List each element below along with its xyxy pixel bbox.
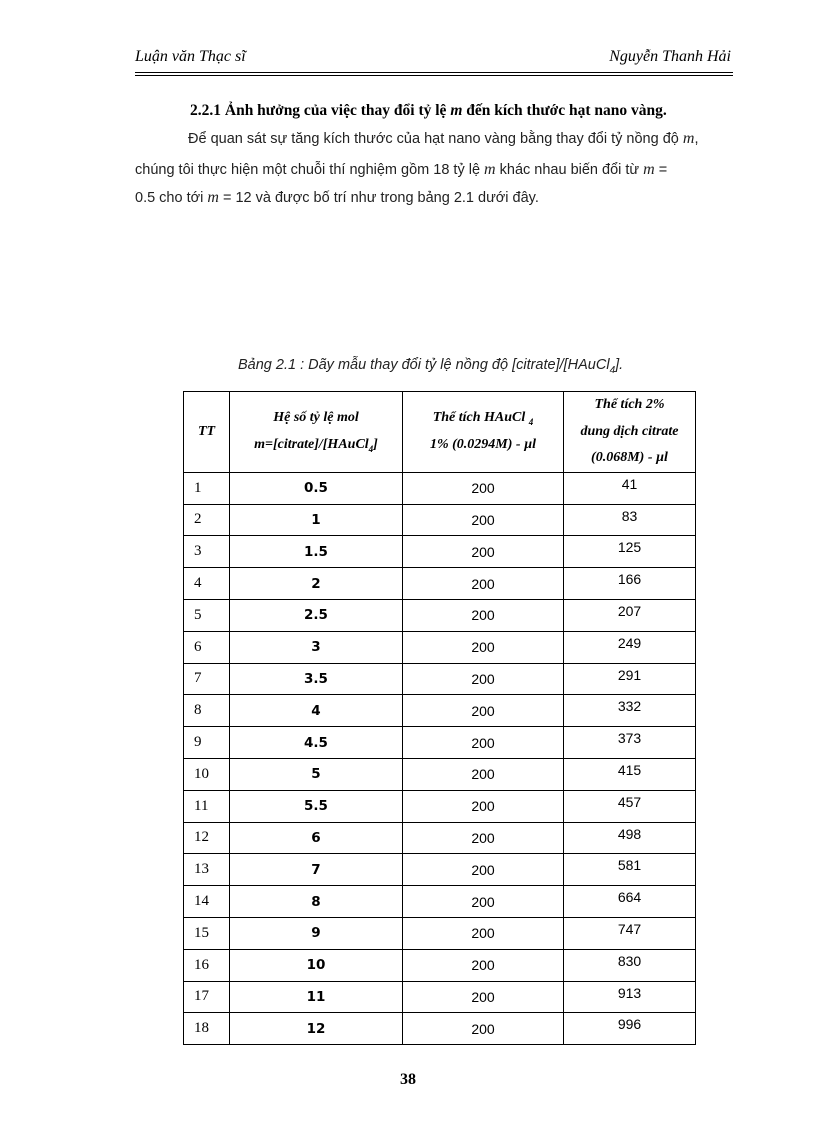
cell-haucl-volume: 200: [403, 727, 564, 759]
cell-ratio: 2: [230, 568, 403, 600]
header-ratio-line1: Hệ số tỷ lệ mol: [273, 410, 359, 426]
table-row: [184, 886, 696, 918]
paragraph-variable: m: [484, 161, 496, 178]
table-row: [184, 917, 696, 949]
table-caption: [238, 357, 623, 376]
cell-ratio: 10: [230, 949, 403, 981]
header-ratio-sub: 4: [368, 443, 374, 454]
table-row: [184, 758, 696, 790]
cell-haucl-volume: 200: [403, 695, 564, 727]
cell-tt: 1: [184, 472, 230, 504]
cell-ratio: 4.5: [230, 727, 403, 759]
table-row: [184, 981, 696, 1013]
cell-ratio: 5: [230, 758, 403, 790]
header-citrate: [564, 392, 696, 473]
cell-ratio: 8: [230, 886, 403, 918]
table-row: [184, 822, 696, 854]
cell-tt: 4: [184, 568, 230, 600]
cell-ratio: 3.5: [230, 663, 403, 695]
section-heading-variable: m: [450, 102, 463, 119]
cell-citrate-volume: 249: [564, 631, 696, 663]
cell-tt: 3: [184, 536, 230, 568]
cell-citrate-volume: 581: [564, 854, 696, 886]
table-row: [184, 536, 696, 568]
cell-tt: 12: [184, 822, 230, 854]
table-row: [184, 695, 696, 727]
table-row: [184, 790, 696, 822]
cell-haucl-volume: 200: [403, 472, 564, 504]
header-citrate-line2: dung dịch citrate: [580, 423, 679, 439]
cell-ratio: 4: [230, 695, 403, 727]
table-row: [184, 1013, 696, 1045]
header-ratio-line2: m=[citrate]/[HAuCl: [254, 436, 369, 452]
cell-haucl-volume: 200: [403, 536, 564, 568]
cell-citrate-volume: 125: [564, 536, 696, 568]
header-citrate-line3: (0.068M) - µl: [591, 450, 668, 466]
cell-haucl-volume: 200: [403, 917, 564, 949]
cell-ratio: 2.5: [230, 599, 403, 631]
table-row: [184, 949, 696, 981]
cell-citrate-volume: 996: [564, 1013, 696, 1045]
header-divider-second: [135, 75, 733, 76]
header-thesis-title: Luận văn Thạc sĩ: [135, 48, 246, 65]
cell-tt: 11: [184, 790, 230, 822]
table-row: [184, 631, 696, 663]
table-row: [184, 854, 696, 886]
cell-citrate-volume: 291: [564, 663, 696, 695]
cell-citrate-volume: 747: [564, 917, 696, 949]
table-header-row: [184, 392, 696, 473]
cell-haucl-volume: 200: [403, 981, 564, 1013]
caption-text-end: ].: [615, 357, 624, 373]
cell-tt: 10: [184, 758, 230, 790]
cell-tt: 18: [184, 1013, 230, 1045]
cell-ratio: 0.5: [230, 472, 403, 504]
paragraph-text: = 12 và được bố trí như trong bảng 2.1 dưới đây.: [218, 190, 539, 206]
paragraph-text: Để quan sát sự tăng kích thước của hạt nano vàng bằng thay đổi tỷ nồng độ: [188, 131, 683, 147]
cell-tt: 7: [184, 663, 230, 695]
paragraph-text: =: [654, 162, 668, 178]
cell-citrate-volume: 830: [564, 949, 696, 981]
cell-haucl-volume: 200: [403, 1013, 564, 1045]
paragraph-text: khác nhau biến đổi từ: [495, 162, 644, 178]
cell-haucl-volume: 200: [403, 631, 564, 663]
paragraph-text: ,: [694, 131, 699, 147]
cell-ratio: 9: [230, 917, 403, 949]
cell-tt: 5: [184, 599, 230, 631]
paragraph-line-3: [135, 189, 735, 207]
cell-tt: 17: [184, 981, 230, 1013]
cell-ratio: 5.5: [230, 790, 403, 822]
table-row: [184, 568, 696, 600]
cell-haucl-volume: 200: [403, 949, 564, 981]
cell-tt: 15: [184, 917, 230, 949]
cell-haucl-volume: 200: [403, 790, 564, 822]
cell-tt: 2: [184, 504, 230, 536]
caption-subscript: 4: [609, 364, 616, 376]
table-row: [184, 727, 696, 759]
cell-tt: 9: [184, 727, 230, 759]
paragraph-variable: m: [682, 130, 695, 147]
header-ratio-end: ]: [373, 436, 378, 452]
cell-citrate-volume: 332: [564, 695, 696, 727]
cell-haucl-volume: 200: [403, 599, 564, 631]
cell-haucl-volume: 200: [403, 504, 564, 536]
cell-haucl-volume: 200: [403, 568, 564, 600]
cell-citrate-volume: 373: [564, 727, 696, 759]
cell-tt: 16: [184, 949, 230, 981]
table-row: [184, 663, 696, 695]
page-number: 38: [400, 1071, 416, 1088]
header-divider: [135, 72, 733, 73]
cell-haucl-volume: 200: [403, 822, 564, 854]
paragraph-line-1: [188, 130, 788, 148]
cell-citrate-volume: 83: [564, 504, 696, 536]
cell-citrate-volume: 664: [564, 886, 696, 918]
table-row: [184, 504, 696, 536]
sample-table: [183, 391, 696, 1045]
paragraph-variable: m: [643, 161, 655, 178]
cell-ratio: 11: [230, 981, 403, 1013]
cell-citrate-volume: 41: [564, 472, 696, 504]
paragraph-text: 0.5 cho tới: [135, 190, 208, 206]
cell-citrate-volume: 498: [564, 822, 696, 854]
cell-haucl-volume: 200: [403, 663, 564, 695]
cell-citrate-volume: 913: [564, 981, 696, 1013]
cell-ratio: 6: [230, 822, 403, 854]
paragraph-variable: m: [207, 189, 219, 206]
cell-ratio: 12: [230, 1013, 403, 1045]
header-author: Nguyễn Thanh Hải: [609, 48, 731, 65]
cell-citrate-volume: 207: [564, 599, 696, 631]
section-heading: [190, 102, 667, 120]
cell-citrate-volume: 457: [564, 790, 696, 822]
cell-tt: 14: [184, 886, 230, 918]
table-row: [184, 472, 696, 504]
header-tt: TT: [184, 392, 230, 473]
header-citrate-line1: Thể tích 2%: [594, 397, 665, 412]
paragraph-text: chúng tôi thực hiện một chuỗi thí nghiệm gồm 18 tỷ lệ: [135, 162, 485, 178]
header-ratio: [230, 392, 403, 473]
table-row: [184, 599, 696, 631]
header-haucl: [403, 392, 564, 473]
cell-haucl-volume: 200: [403, 854, 564, 886]
caption-text: Bảng 2.1 : Dãy mẫu thay đổi tỷ lệ nồng độ [citrate]/[HAuCl: [238, 357, 610, 373]
cell-tt: 6: [184, 631, 230, 663]
section-heading-text: 2.2.1 Ảnh hưởng của việc thay đổi tỷ lệ: [190, 102, 451, 119]
cell-citrate-volume: 166: [564, 568, 696, 600]
paragraph-line-2: [135, 161, 735, 179]
cell-ratio: 7: [230, 854, 403, 886]
cell-ratio: 1: [230, 504, 403, 536]
header-haucl-line1: Thể tích HAuCl: [432, 410, 526, 426]
cell-ratio: 1.5: [230, 536, 403, 568]
section-heading-text-end: đến kích thước hạt nano vàng.: [462, 102, 667, 119]
cell-tt: 13: [184, 854, 230, 886]
header-haucl-sub: 4: [528, 417, 534, 428]
cell-tt: 8: [184, 695, 230, 727]
cell-citrate-volume: 415: [564, 758, 696, 790]
cell-ratio: 3: [230, 631, 403, 663]
cell-haucl-volume: 200: [403, 758, 564, 790]
header-haucl-line2: 1% (0.0294M) - µl: [429, 436, 537, 452]
cell-haucl-volume: 200: [403, 886, 564, 918]
